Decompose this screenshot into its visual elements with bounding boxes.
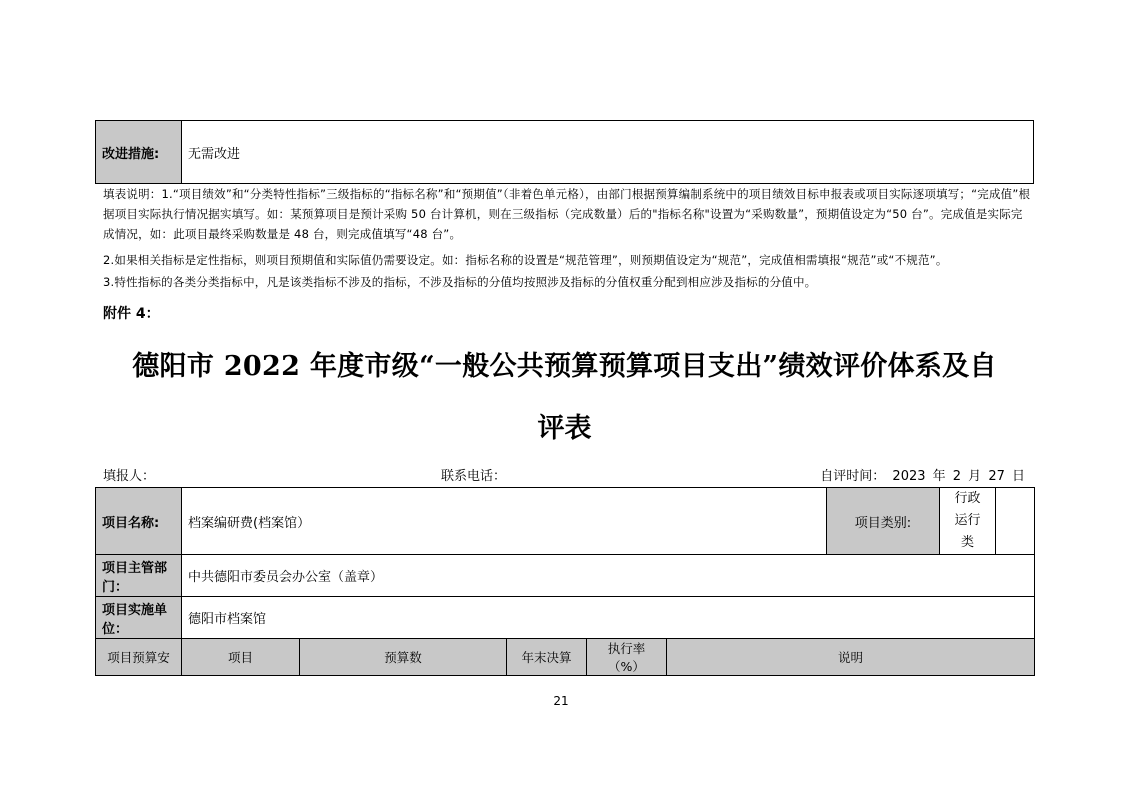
improvement-table (95, 120, 1034, 184)
project-name-value: 档案编研费(档案馆） (182, 488, 827, 555)
project-category-line1: 行政 (954, 491, 981, 506)
budget-header-row (96, 639, 1035, 676)
project-category-line2: 运行 (954, 513, 981, 528)
fill-instructions-3: 3.特性指标的各类分类指标中，凡是该类指标不涉及的指标，不涉及指标的分值均按照涉及指标的分值权重分配到相应涉及指标的分值中。 (103, 275, 817, 289)
fill-instructions-1: 填表说明：1.“项目绩效”和“分类特性指标”三级指标的“指标名称”和“预期值”（非着色单元格），由部门根据预算编制系统中的项目绩效目标申报表或项目实际逐项填写；“完成值”根据项目实际执行情况据实填写。如：某预算项目是预计采购 50 台计算机，则在三级指标（完成数量）后的"指标名称"设置为“采购数量”，预期值设定为“50 台”。完成值是实际完成情况，如：此项目最终采购数量是 48 台，则完成值填写“48 台”。 (103, 187, 1031, 241)
budget-header-budget: 预算数 (300, 639, 507, 676)
improvement-label: 改进措施: (96, 121, 182, 184)
page-number: 21 (553, 694, 569, 708)
evaluation-time: 自评时间： 2023 年 2 月 27 日 (820, 469, 1025, 484)
project-impl-value: 德阳市档案馆 (182, 597, 1035, 639)
project-info-table (95, 487, 1035, 676)
project-dept-row (96, 555, 1035, 597)
empty-cell (996, 488, 1035, 555)
project-category-line3: 类 (960, 535, 974, 550)
budget-header-final: 年末决算 (507, 639, 587, 676)
budget-header-item: 项目 (182, 639, 300, 676)
filler-label: 填报人： (103, 469, 156, 484)
budget-header-notes: 说明 (667, 639, 1035, 676)
project-category-value (940, 488, 996, 555)
budget-header-rate: 执行率（%） (587, 639, 667, 676)
attachment-label: 附件 4： (103, 306, 160, 322)
project-dept-value: 中共德阳市委员会办公室（盖章） (182, 555, 1035, 597)
document-title-line1: 德阳市 2022 年度市级“一般公共预算预算项目支出”绩效评价体系及自 (132, 351, 997, 382)
project-name-label: 项目名称: (96, 488, 182, 555)
phone-label: 联系电话： (441, 469, 507, 484)
project-impl-row (96, 597, 1035, 639)
project-dept-label: 项目主管部门： (96, 555, 182, 597)
document-title-line2: 评表 (537, 413, 592, 444)
project-name-row (96, 488, 1035, 555)
fill-instructions-2: 2.如果相关指标是定性指标，则项目预期值和实际值仍需要设定。如：指标名称的设置是“规范管理”，则预期值设定为“规范”，完成值相需填报“规范”或“不规范”。 (103, 253, 948, 267)
improvement-value: 无需改进 (182, 121, 1034, 184)
project-impl-label: 项目实施单位： (96, 597, 182, 639)
project-category-label: 项目类别: (827, 488, 940, 555)
budget-header-arrangement: 项目预算安 (96, 639, 182, 676)
